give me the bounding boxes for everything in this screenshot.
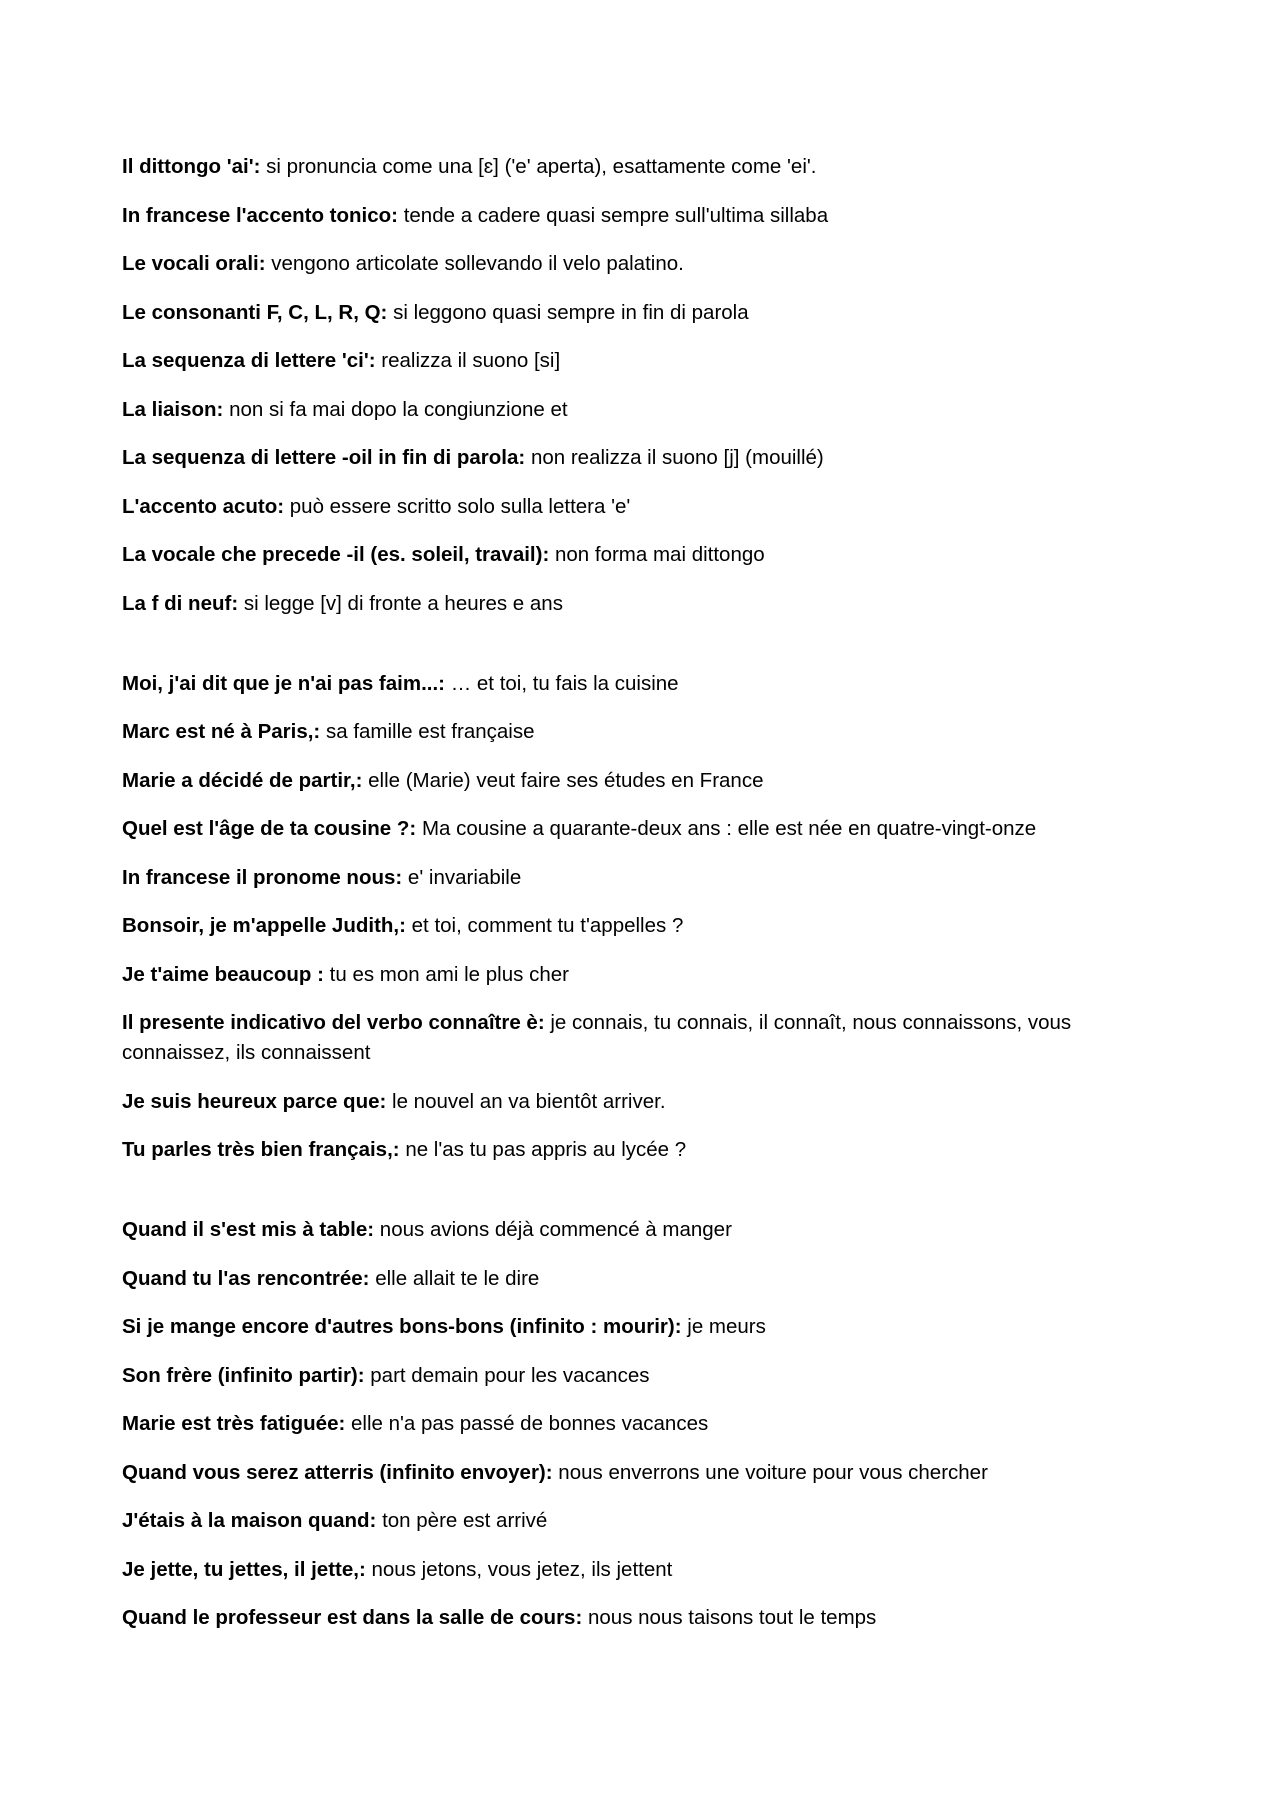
entry <box>122 814 1122 844</box>
entry-text: … et toi, tu fais la cuisine <box>450 671 679 695</box>
entry-text: tu es mon ami le plus cher <box>329 962 569 986</box>
entry <box>122 1555 1122 1585</box>
entry-term: Il presente indicativo del verbo connaître è: <box>122 1011 545 1034</box>
entry-term: Quand tu l'as rencontrée: <box>122 1266 370 1290</box>
entry <box>122 346 1122 376</box>
entry-text: je connais, tu connais, il connaît, nous connaissons, vous connaissez, ils connaissent <box>122 1011 1072 1064</box>
entry <box>122 298 1122 328</box>
entry <box>122 1603 1122 1633</box>
entry-text: vengono articolate sollevando il velo palatino. <box>271 252 684 275</box>
entry-text: ton père est arrivé <box>382 1509 548 1532</box>
entry <box>122 152 1122 182</box>
entry-term: Je jette, tu jettes, il jette,: <box>122 1557 366 1581</box>
entry-text: nous jetons, vous jetez, ils jettent <box>371 1557 673 1581</box>
entry-text: si leggono quasi sempre in fin di parola <box>393 300 749 324</box>
entry-term: Quand le professeur est dans la salle de cours: <box>122 1606 583 1629</box>
entry-text: non realizza il suono [j] (mouillé) <box>530 446 824 469</box>
entry <box>122 1087 1122 1117</box>
entry-term: Quel est l'âge de ta cousine ?: <box>122 817 417 840</box>
entry-text: je meurs <box>687 1315 766 1338</box>
entry-term: La f di neuf: <box>122 591 239 615</box>
entry-term: Quand vous serez atterris (infinito envoyer): <box>122 1460 553 1484</box>
entry-text: sa famille est française <box>325 720 535 743</box>
entry <box>122 540 1122 570</box>
entry-term: Tu parles très bien français,: <box>122 1138 400 1161</box>
entry <box>122 766 1122 796</box>
entry-text: nous avions déjà commencé à manger <box>379 1218 732 1241</box>
entry <box>122 249 1122 279</box>
entry <box>122 717 1122 747</box>
entry <box>122 1215 1122 1245</box>
entry-text: si legge [v] di fronte a heures e ans <box>243 591 563 615</box>
entry <box>122 911 1122 941</box>
entry-term: Je t'aime beaucoup : <box>122 962 324 986</box>
entry <box>122 1008 1122 1068</box>
entry-term: Je suis heureux parce que: <box>122 1089 387 1113</box>
entry-text: si pronuncia come una [ɛ] ('e' aperta), esattamente come 'ei'. <box>266 155 817 178</box>
entry-text: le nouvel an va bientôt arriver. <box>392 1089 666 1113</box>
entry-text: nous enverrons une voiture pour vous chercher <box>558 1460 988 1484</box>
entry-text: elle n'a pas passé de bonnes vacances <box>351 1412 709 1435</box>
entry <box>122 1312 1122 1342</box>
entry-term: La sequenza di lettere 'ci': <box>122 349 376 372</box>
entry-term: In francese l'accento tonico: <box>122 203 398 227</box>
entry-term: La liaison: <box>122 397 224 421</box>
entry-term: L'accento acuto: <box>122 494 285 518</box>
entry <box>122 863 1122 893</box>
entry-term: Marie a décidé de partir,: <box>122 768 363 792</box>
entry <box>122 395 1122 425</box>
entry-text: et toi, comment tu t'appelles ? <box>411 914 684 937</box>
entry-term: Moi, j'ai dit que je n'ai pas faim...: <box>122 671 445 695</box>
entry-text: non si fa mai dopo la congiunzione et <box>229 397 568 421</box>
entry-term: Il dittongo 'ai': <box>122 155 261 178</box>
section-sentences <box>122 669 1122 1166</box>
entry-text: nous nous taisons tout le temps <box>587 1606 877 1629</box>
entry-term: Marie est très fatiguée: <box>122 1412 346 1435</box>
entry-text: ne l'as tu pas appris au lycée ? <box>405 1138 687 1161</box>
entry <box>122 1135 1122 1165</box>
entry <box>122 669 1122 699</box>
entry <box>122 1506 1122 1536</box>
entry-text: tende a cadere quasi sempre sull'ultima sillaba <box>403 203 829 227</box>
entry <box>122 443 1122 473</box>
entry-term: Quand il s'est mis à table: <box>122 1218 375 1241</box>
entry <box>122 960 1122 990</box>
entry <box>122 1458 1122 1488</box>
entry-text: elle allait te le dire <box>375 1266 540 1290</box>
entry <box>122 492 1122 522</box>
entry-term: La vocale che precede -il (es. soleil, travail): <box>122 543 550 566</box>
entry-text: Ma cousine a quarante-deux ans : elle est née en quatre-vingt-onze <box>421 817 1037 840</box>
section-pronunciation <box>122 152 1122 619</box>
entry-term: La sequenza di lettere -oil in fin di parola: <box>122 446 526 469</box>
entry <box>122 1264 1122 1294</box>
entry-term: Le vocali orali: <box>122 252 266 275</box>
entry-term: Bonsoir, je m'appelle Judith,: <box>122 914 406 937</box>
entry-term: In francese il pronome nous: <box>122 865 403 889</box>
entry <box>122 1361 1122 1391</box>
entry-text: e' invariabile <box>407 865 522 889</box>
document-body <box>122 152 1122 1652</box>
entry-text: non forma mai dittongo <box>554 543 765 566</box>
entry-term: Marc est né à Paris,: <box>122 720 321 743</box>
entry <box>122 589 1122 619</box>
entry-text: può essere scritto solo sulla lettera 'e' <box>289 494 631 518</box>
entry <box>122 1409 1122 1439</box>
entry-text: realizza il suono [si] <box>381 349 561 372</box>
entry-term: Son frère (infinito partir): <box>122 1363 365 1387</box>
entry-term: J'étais à la maison quand: <box>122 1509 377 1532</box>
entry-text: elle (Marie) veut faire ses études en France <box>368 768 764 792</box>
section-verbs <box>122 1215 1122 1633</box>
entry-text: part demain pour les vacances <box>370 1363 650 1387</box>
entry-term: Le consonanti F, C, L, R, Q: <box>122 300 388 324</box>
entry-term: Si je mange encore d'autres bons-bons (infinito : mourir): <box>122 1315 682 1338</box>
entry <box>122 201 1122 231</box>
